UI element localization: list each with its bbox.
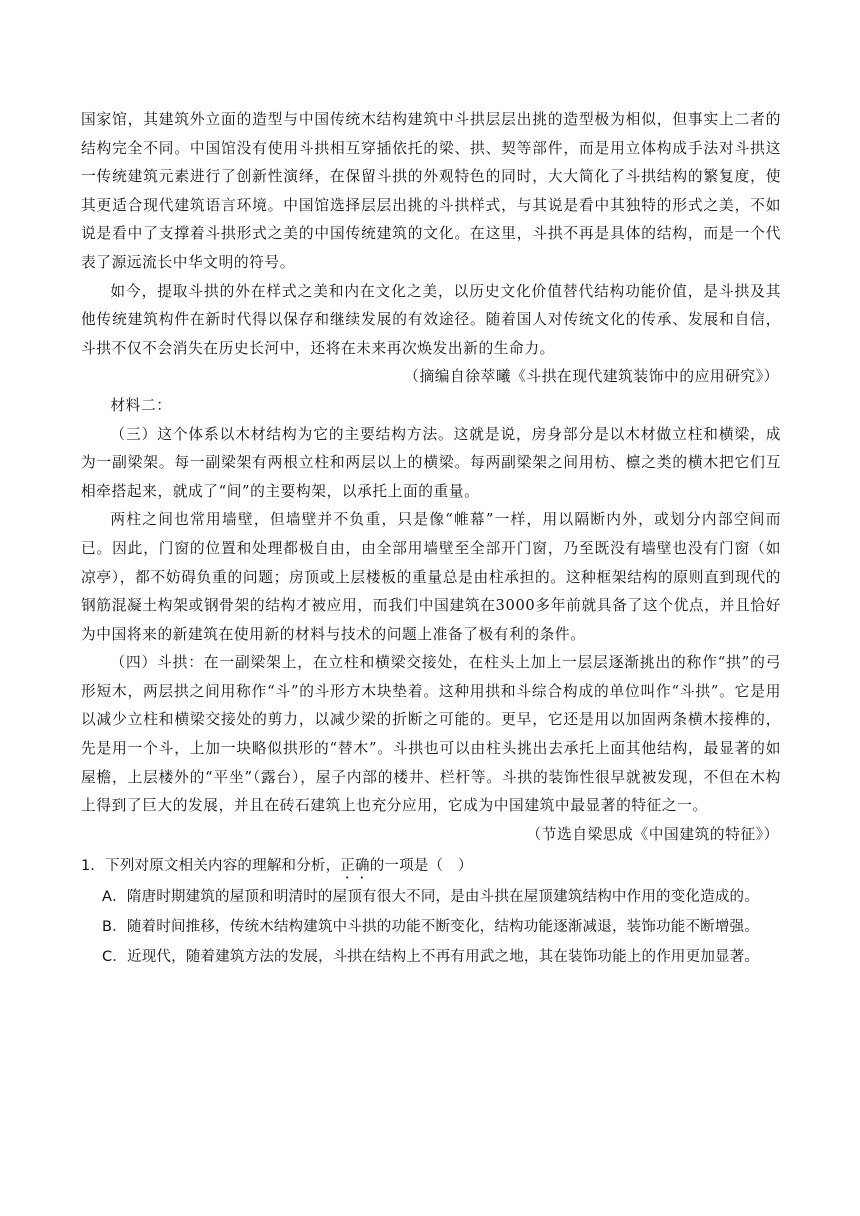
option-c-letter: C．	[102, 949, 128, 966]
question-stem-prefix: 1．下列对原文相关内容的理解和分析，	[81, 858, 341, 875]
material-one-paragraph-2: 如今，提取斗拱的外在样式之美和内在文化之美，以历史文化价值替代结构功能价值，是斗拱及其他传统建筑构件在新时代得以保存和继续发展的有效途径。随着国人对传统文化的传承、发展和自信，斗拱不仅不会消失在历史长河中，还将在未来再次焕发出新的生命力。	[81, 282, 781, 357]
question-stem-suffix: 的一项是（ ）	[369, 858, 473, 875]
option-a-letter: A．	[102, 889, 127, 906]
material-two-paragraph-2: 两柱之间也常用墙壁，但墙壁并不负重，只是像“帷幕”一样，用以隔断内外，或划分内部空间而已。因此，门窗的位置和处理都极自由，由全部用墙壁至全部开门窗，乃至既没有墙壁也没有门窗（如凉亭），都不妨碍负重的问题；房顶或上层楼板的重量总是由柱承担的。这种框架结构的原则直到现代的钢筋混凝土构架或钢骨架的结构才被应用，而我们中国建筑在3000多年前就具备了这个优点，并且恰好为中国将来的新建筑在使用新的材料与技术的问题上准备了极有利的条件。	[81, 511, 781, 643]
option-a-text: 隋唐时期建筑的屋顶和明清时的屋顶有很大不同，是由斗拱在屋顶建筑结构中作用的变化造成的。	[126, 889, 759, 906]
question-stem-emphasis: 正确	[340, 858, 370, 875]
question-stem	[81, 851, 781, 882]
option-c-text: 近现代，随着建筑方法的发展，斗拱在结构上不再有用武之地，其在装饰功能上的作用更加显著。	[127, 949, 760, 966]
material-one-source: （摘编自徐萃曦《斗拱在现代建筑装饰中的应用研究》）	[404, 368, 779, 386]
material-two-source: （节选自梁思成《中国建筑的特征》）	[526, 825, 779, 843]
material-two-paragraph-3: （四）斗拱：在一副梁架上，在立柱和横梁交接处，在柱头上加上一层层逐渐挑出的称作“拱”的弓形短木，两层拱之间用称作“斗”的斗形方木块垫着。这种用拱和斗综合构成的单位叫作“斗拱”。它是用以减少立柱和横梁交接处的剪力，以减少梁的折断之可能的。更早，它还是用以加固两条横木接榫的，先是用一个斗，上加一块略似拱形的“替木”。斗拱也可以由柱头挑出去承托上面其他结构，最显著的如屋檐，上层楼外的“平坐”（露台），屋子内部的楼井、栏杆等。斗拱的装饰性很早就被发现，不但在木构上得到了巨大的发展，并且在砖石建筑上也充分应用，它成为中国建筑中最显著的特征之一。	[81, 654, 781, 815]
option-b[interactable]	[81, 912, 781, 942]
option-c[interactable]	[81, 942, 781, 972]
question-1	[81, 851, 781, 972]
option-a[interactable]	[81, 882, 781, 912]
material-two-paragraph-1: （三）这个体系以木材结构为它的主要结构方法。这就是说，房身部分是以木材做立柱和横梁，成为一副梁架。每一副梁架有两根立柱和两层以上的横梁。每两副梁架之间用枋、檩之类的横木把它们互相牵搭起来，就成了“间”的主要构架，以承托上面的重量。	[81, 425, 781, 500]
option-b-text: 随着时间推移，传统木结构建筑中斗拱的功能不断变化，结构功能逐渐减退，装饰功能不断增强。	[126, 919, 759, 936]
document-body	[81, 106, 781, 972]
option-b-letter: B．	[102, 919, 127, 936]
material-one-paragraph-1: 国家馆，其建筑外立面的造型与中国传统木结构建筑中斗拱层层出挑的造型极为相似，但事实上二者的结构完全不同。中国馆没有使用斗拱相互穿插依托的梁、拱、契等部件，而是用立体构成手法对斗拱这一传统建筑元素进行了创新性演绎，在保留斗拱的外观特色的同时，大大简化了斗拱结构的繁复度，使其更适合现代建筑语言环境。中国馆选择层层出挑的斗拱样式，与其说是看中其独特的形式之美，不如说是看中了支撑着斗拱形式之美的中国传统建筑的文化。在这里，斗拱不再是具体的结构，而是一个代表了源远流长中华文明的符号。	[81, 111, 781, 271]
material-two-label: 材料二：	[110, 396, 172, 414]
